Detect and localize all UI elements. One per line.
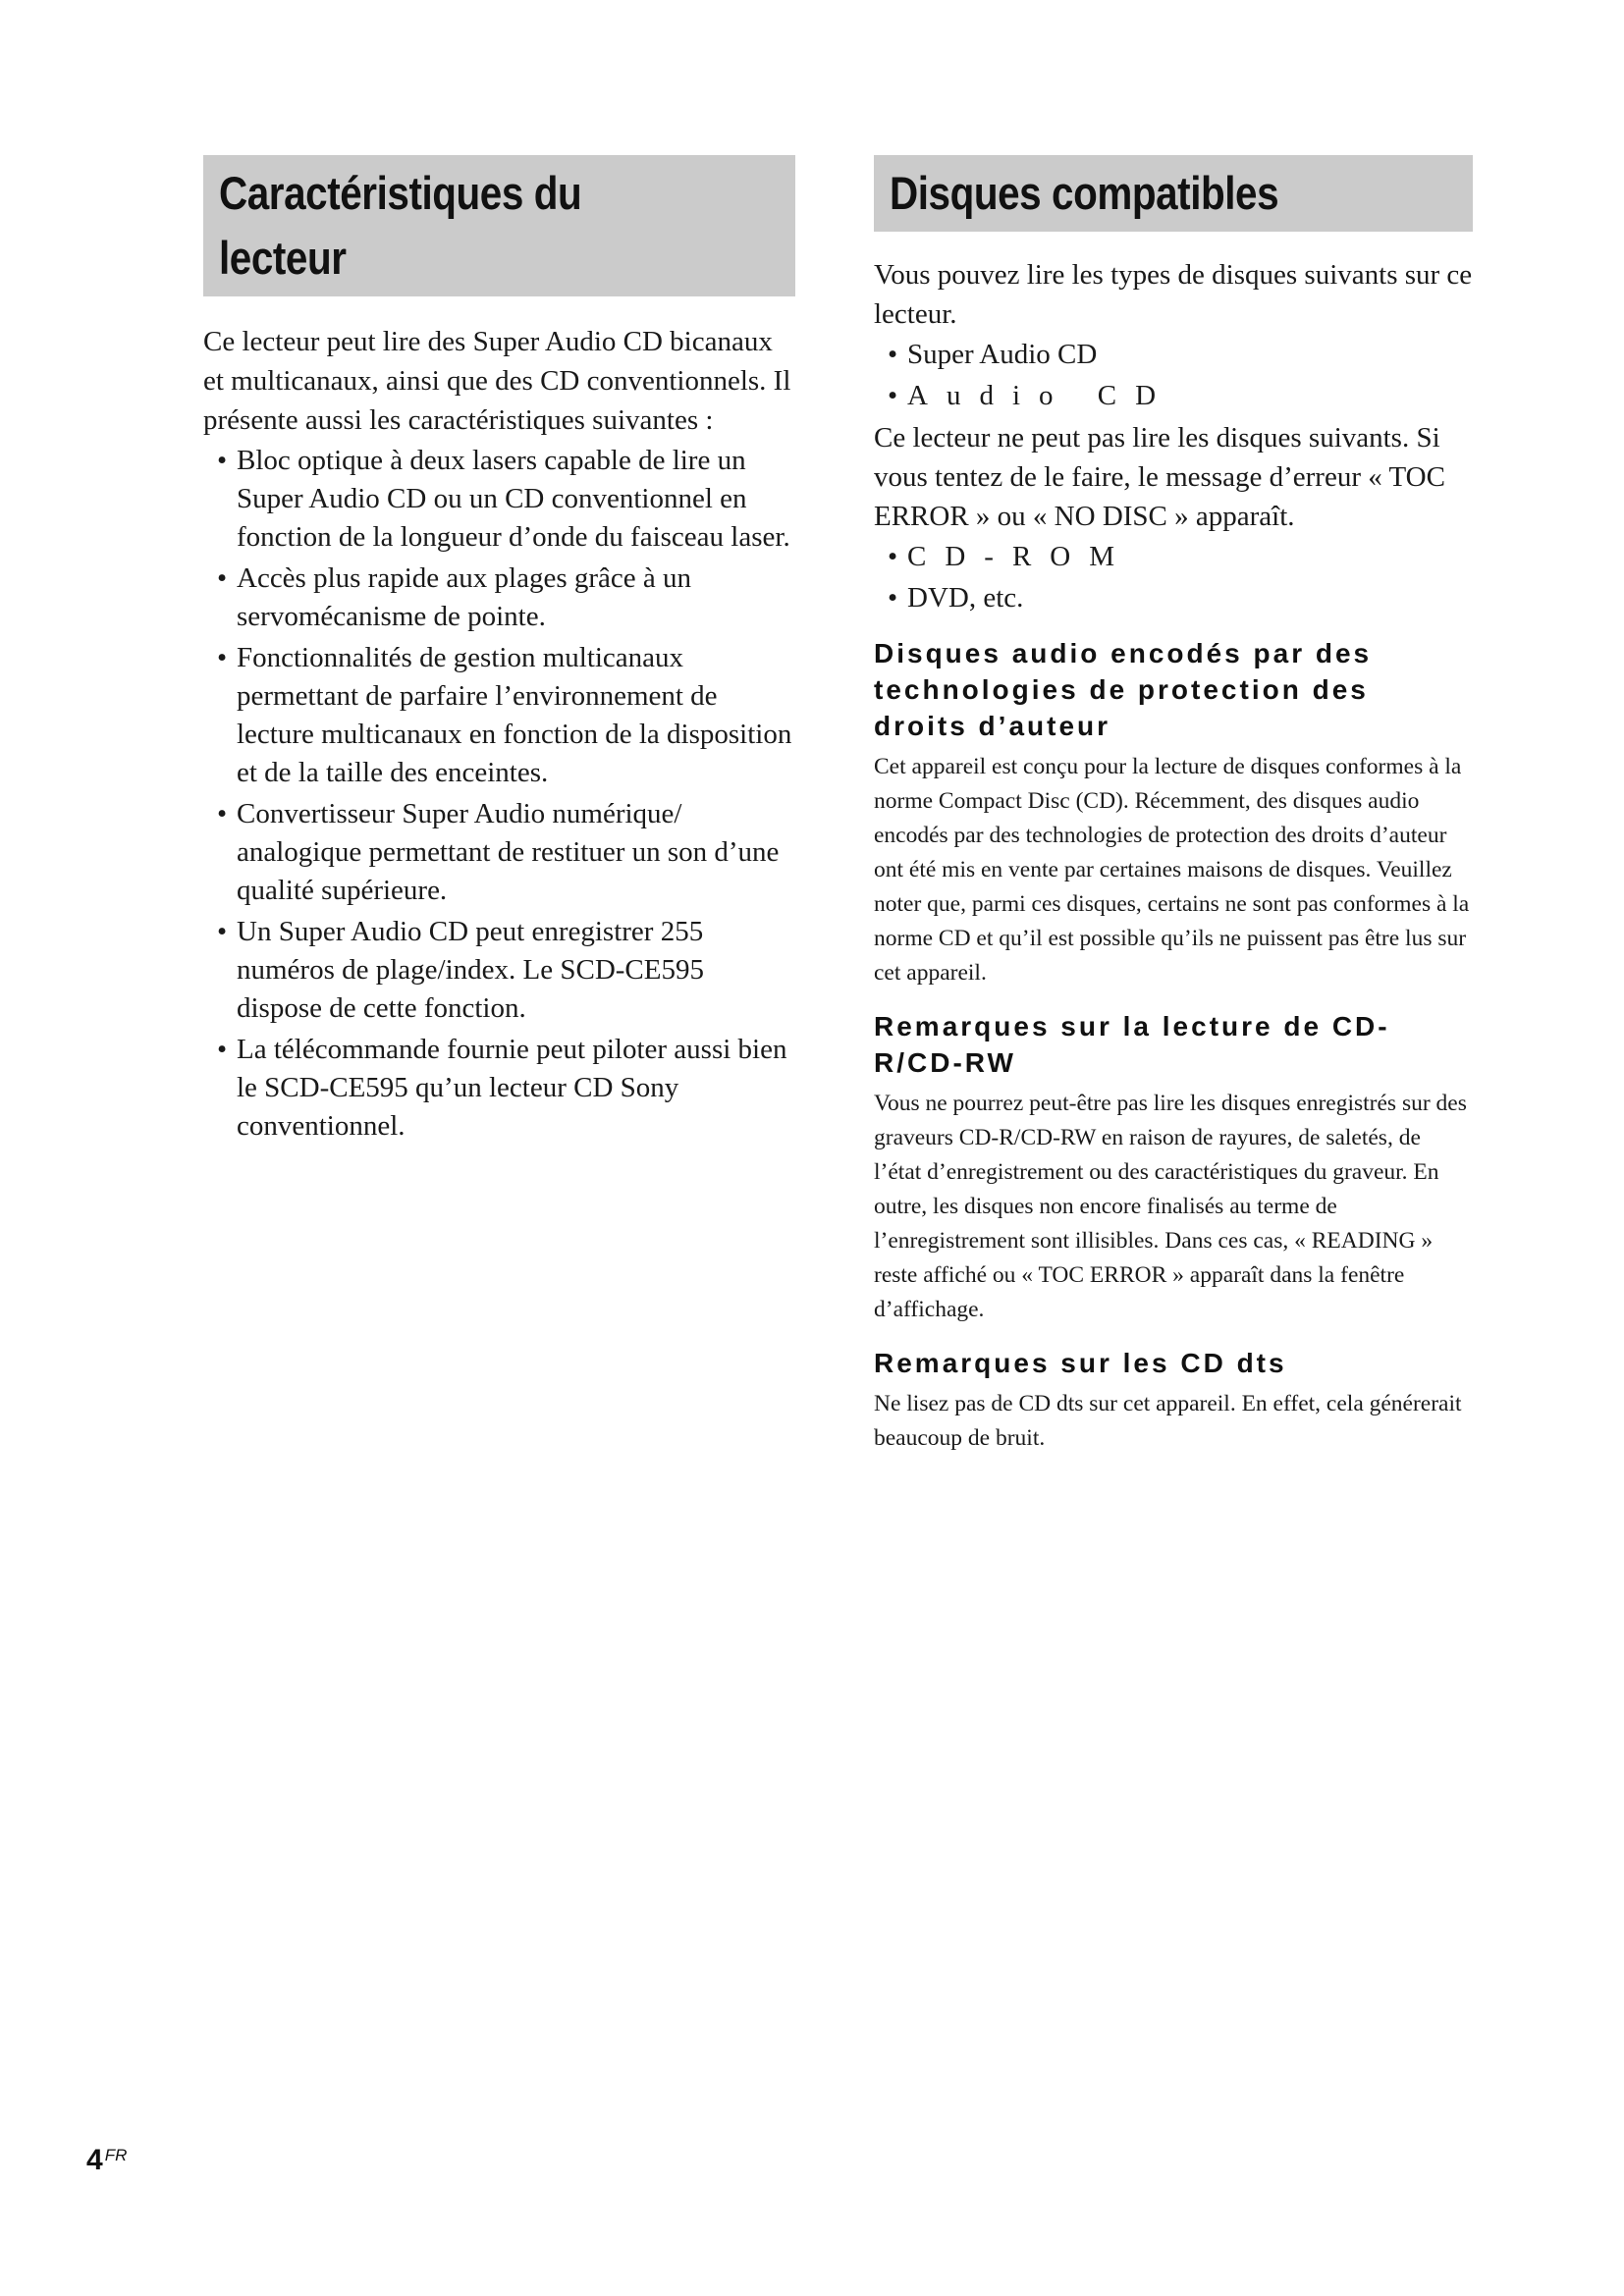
features-intro: Ce lecteur peut lire des Super Audio CD bicanaux et multicanaux, ainsi que des CD conventionnels. Il présente aussi les caractéristiques suivantes : bbox=[203, 326, 791, 436]
bullet-icon: • bbox=[217, 445, 228, 476]
list-item: • CD-ROM bbox=[874, 538, 1473, 576]
list-item: • Un Super Audio CD peut enregistrer 255 numéros de plage/index. Le SCD-CE595 dispose de cette fonction. bbox=[203, 913, 795, 1028]
dts-notes-text: Ne lisez pas de CD dts sur cet appareil. En effet, cela générerait beaucoup de bruit. bbox=[874, 1391, 1462, 1451]
copyright-discs-heading: Disques audio encodés par des technologies de protection des droits d’auteur bbox=[874, 638, 1373, 741]
list-item: • Super Audio CD bbox=[874, 336, 1473, 374]
list-item: • La télécommande fournie peut piloter aussi bien le SCD-CE595 qu’un lecteur CD Sony conventionnel. bbox=[203, 1031, 795, 1146]
bullet-icon: • bbox=[217, 916, 228, 947]
features-list bbox=[203, 442, 795, 1146]
list-item: • Accès plus rapide aux plages grâce à un servomécanisme de pointe. bbox=[203, 560, 795, 636]
cdr-notes-heading: Remarques sur la lecture de CD-R/CD-RW bbox=[874, 1011, 1390, 1078]
bullet-icon: • bbox=[888, 380, 898, 411]
compatible-discs-column bbox=[874, 155, 1473, 1456]
bullet-icon: • bbox=[888, 339, 898, 370]
cdr-notes-text: Vous ne pourrez peut-être pas lire les disques enregistrés sur des graveurs CD-R/CD-RW en raison de rayures, de saletés, de l’état d’enregistrement ou des caractéristiques du graveur. En outre, les disques non encore finalisés au terme de l’enregistrement sont illisibles. Dans ces cas, « READING » reste affiché ou « TOC ERROR » apparaît dans la fenêtre d’affichage. bbox=[874, 1091, 1467, 1322]
features-column bbox=[203, 155, 795, 1148]
bullet-icon: • bbox=[217, 798, 228, 829]
compatible-intro: Vous pouvez lire les types de disques suivants sur ce lecteur. bbox=[874, 259, 1473, 330]
page-suffix: FR bbox=[104, 2146, 128, 2164]
dts-notes-heading: Remarques sur les CD dts bbox=[874, 1348, 1287, 1378]
bullet-icon: • bbox=[888, 582, 898, 614]
features-heading bbox=[203, 155, 795, 296]
copyright-discs-text: Cet appareil est conçu pour la lecture de disques conformes à la norme Compact Disc (CD). Récemment, des disques audio encodés par des technologies de protection des droits d’auteur ont été mis en vente par certaines maisons de disques. Veuillez noter que, parmi ces disques, certains ne sont pas conformes à la norme CD et qu’il est possible qu’ils ne puissent pas être lus sur cet appareil. bbox=[874, 754, 1470, 986]
bullet-icon: • bbox=[888, 541, 898, 572]
list-item: • Audio CD bbox=[874, 377, 1473, 415]
bullet-icon: • bbox=[217, 562, 228, 594]
bullet-icon: • bbox=[217, 1034, 228, 1065]
page-number: 4 $^{FR}$ bbox=[86, 2144, 128, 2176]
non-playable-discs-list bbox=[874, 538, 1473, 617]
list-item: • Bloc optique à deux lasers capable de lire un Super Audio CD ou un CD conventionnel en fonction de la longueur d’onde du faisceau laser. bbox=[203, 442, 795, 557]
list-item: • Fonctionnalités de gestion multicanaux permettant de parfaire l’environnement de lecture multicanaux en fonction de la disposition et de la taille des enceintes. bbox=[203, 639, 795, 792]
playable-discs-list bbox=[874, 336, 1473, 415]
not-playable-text: Ce lecteur ne peut pas lire les disques suivants. Si vous tentez de le faire, le message d’erreur « TOC ERROR » ou « NO DISC » apparaît. bbox=[874, 422, 1445, 532]
compatible-discs-heading: Disques compatibles bbox=[874, 155, 1473, 232]
list-item: • Convertisseur Super Audio numérique/ analogique permettant de restituer un son d’une qualité supérieure. bbox=[203, 795, 795, 910]
features-heading-line-1: Caractéristiques du bbox=[219, 167, 582, 219]
list-item: • DVD, etc. bbox=[874, 579, 1473, 617]
bullet-icon: • bbox=[217, 642, 228, 673]
features-heading-line-2: lecteur bbox=[219, 232, 347, 284]
